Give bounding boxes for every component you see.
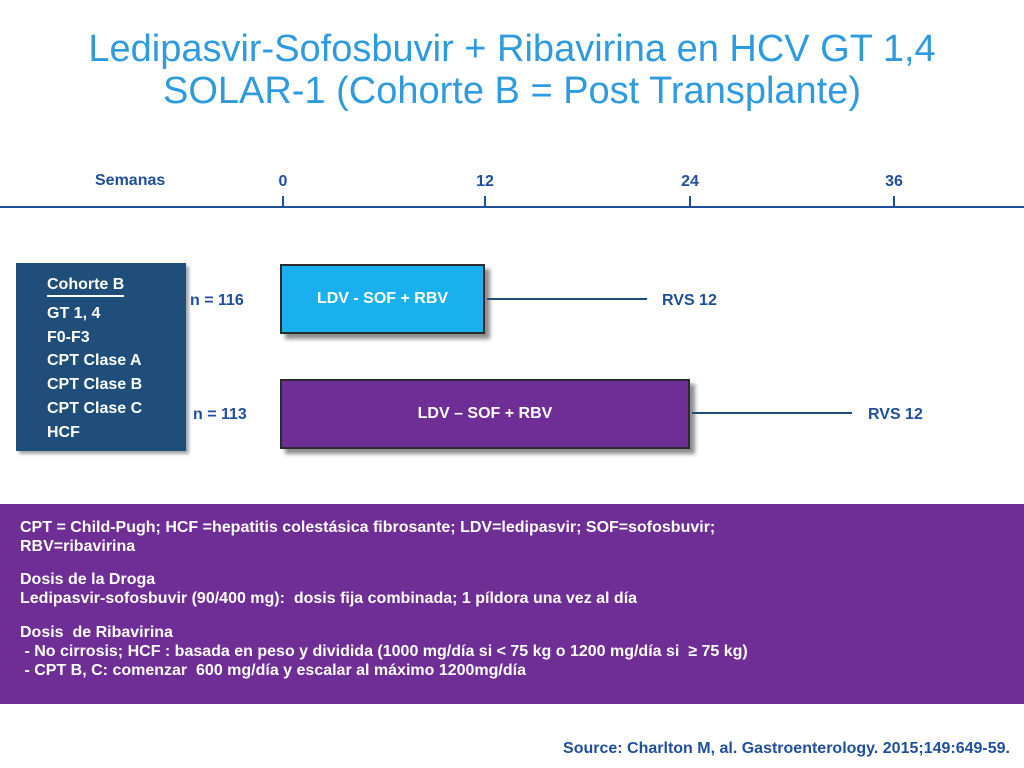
arm-2-endpoint: RVS 12	[868, 406, 923, 423]
arm-2-treatment-bar	[280, 379, 690, 449]
slide-title	[0, 28, 1024, 112]
arm-2-n: n = 113	[193, 406, 247, 423]
cohort-heading: Cohorte B	[47, 276, 124, 297]
ribavirin-line-2: - CPT B, C: comenzar 600 mg/día y escalar al máximo 1200mg/día	[20, 662, 526, 679]
source-citation: Source: Charlton M, al. Gastroenterology. 2015;149:649-59.	[563, 740, 1010, 757]
tick-label-36: 36	[885, 173, 903, 190]
arm-1-endpoint: RVS 12	[662, 292, 717, 309]
cohort-item: F0-F3	[47, 329, 90, 346]
tick-label-0: 0	[278, 173, 288, 190]
timeline-tick	[484, 196, 486, 207]
timeline-label: Semanas	[95, 172, 166, 189]
ribavirin-title: Dosis de Ribavirina	[20, 624, 173, 641]
arm-2-followup-line	[692, 412, 852, 414]
dose-title: Dosis de la Droga	[20, 571, 156, 588]
title-line-1: Ledipasvir-Sofosbuvir + Ribavirina en HCV GT 1,4	[88, 28, 936, 70]
arm-1-label: LDV - SOF + RBV	[316, 290, 449, 307]
timeline-tick	[282, 196, 284, 207]
cohort-item: CPT Clase A	[47, 352, 142, 369]
timeline-tick	[689, 196, 691, 207]
cohort-box	[16, 263, 186, 451]
cohort-item: HCF	[47, 424, 80, 441]
arm-2-label: LDV – SOF + RBV	[417, 405, 553, 422]
abbreviations-line-1: CPT = Child-Pugh; HCF =hepatitis colestásica fibrosante; LDV=ledipasvir; SOF=sofosbuvir;	[20, 519, 716, 536]
cohort-item: CPT Clase B	[47, 376, 143, 393]
timeline-axis	[0, 206, 1024, 208]
cohort-item: GT 1, 4	[47, 305, 101, 322]
timeline-tick	[893, 196, 895, 207]
tick-label-24: 24	[681, 173, 699, 190]
arm-1-followup-line	[487, 298, 647, 300]
cohort-item: CPT Clase C	[47, 400, 143, 417]
arm-1-treatment-bar	[280, 264, 485, 334]
arm-1-n: n = 116	[190, 292, 244, 309]
title-line-2: SOLAR-1 (Cohorte B = Post Transplante)	[162, 70, 862, 112]
dose-text: Ledipasvir-sofosbuvir (90/400 mg): dosis fija combinada; 1 píldora una vez al día	[20, 590, 638, 607]
tick-label-12: 12	[476, 173, 494, 190]
ribavirin-line-1: - No cirrosis; HCF : basada en peso y dividida (1000 mg/día si < 75 kg o 1200 mg/día si ≥ 75 kg)	[20, 643, 748, 660]
notes-panel	[0, 504, 1024, 704]
abbreviations-line-2: RBV=ribavirina	[20, 538, 136, 555]
